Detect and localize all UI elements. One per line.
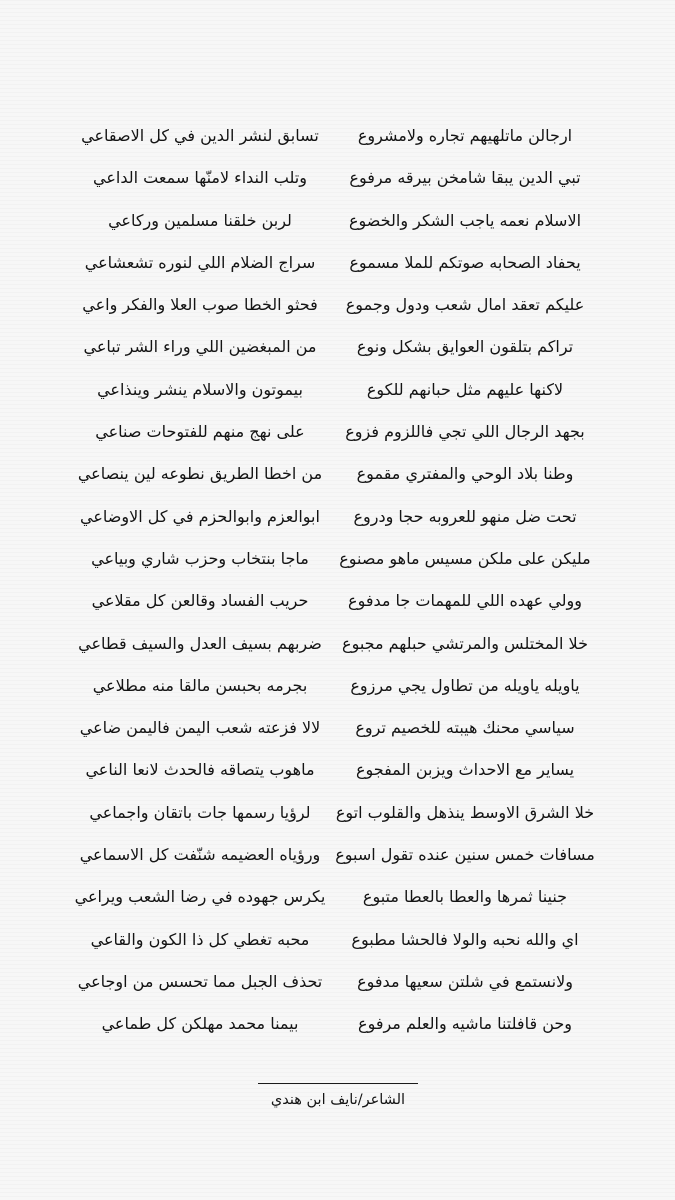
verse-first-hemistich: سياسي محنك هيبته للخصيم تروع — [355, 718, 575, 738]
verse-first-hemistich: عليكم تعقد امال شعب ودول وجموع — [345, 295, 585, 315]
verse-second-hemistich: ماهوب يتصاقه فالحدث لانعا الناعي — [85, 760, 315, 780]
verse-second-hemistich: تسابق لنشر الدين في كل الاصقاعي — [81, 126, 319, 145]
verse-second-hemistich: من اخطا الطريق نطوعه لين ينصاعي — [77, 464, 323, 484]
poem-verse — [0, 369, 675, 411]
verse-second-hemistich: وتلب النداء لامنّها سمعت الداعي — [93, 168, 307, 188]
verse-second-hemistich: على نهج منهم للفتوحات صناعي — [95, 422, 305, 442]
poem-verse — [0, 453, 675, 495]
verse-first-hemistich: يساير مع الاحداث ويزبن المفجوع — [355, 760, 575, 780]
poem-verse — [0, 538, 675, 580]
poem — [0, 115, 675, 1046]
verse-first-hemistich: لاكنها عليهم مثل حبانهم للكوع — [366, 379, 564, 399]
verse-first-hemistich: ولانستمع في شلتن سعيها مدفوع — [357, 971, 573, 991]
verse-second-hemistich: تحذف الجبل مما تحسس من اوجاعي — [77, 971, 323, 991]
verse-second-hemistich: حريب الفساد وقالعن كل مقلاعي — [91, 591, 309, 611]
verse-second-hemistich: لرؤيا رسمها جات باتقان واجماعي — [89, 802, 311, 822]
verse-first-hemistich: وطنا بلاد الوحي والمفتري مقموع — [356, 464, 574, 484]
verse-first-hemistich: مليكن على ملكن مسيس ماهو مصنوع — [339, 548, 591, 568]
poem-verse — [0, 157, 675, 199]
poem-verse — [0, 580, 675, 622]
poem-verse — [0, 411, 675, 453]
verse-first-hemistich: خلا المختلس والمرتشي حبلهم مجبوع — [342, 633, 588, 653]
poet-name: الشاعر/نايف ابن هندي — [270, 1092, 406, 1108]
poem-verse — [0, 326, 675, 368]
verse-first-hemistich: جنينا ثمرها والعطا بالعطا متبوع — [362, 887, 568, 907]
poem-verse — [0, 200, 675, 242]
poem-verse — [0, 834, 675, 876]
poem-verse — [0, 242, 675, 284]
verse-second-hemistich: سراج الضلام اللي لنوره تشعشاعي — [84, 252, 316, 272]
poem-verse — [0, 284, 675, 326]
verse-first-hemistich: ارجالن ماتلهيهم تجاره ولامشروع — [357, 126, 573, 145]
poem-verse — [0, 876, 675, 918]
verse-second-hemistich: لربن خلقنا مسلمين وركاعي — [108, 210, 292, 230]
verse-first-hemistich: وحن قافلتنا ماشيه والعلم مرفوع — [358, 1014, 572, 1034]
verse-first-hemistich: مسافات خمس سنين عنده تقول اسبوع — [335, 845, 595, 865]
poem-verse — [0, 623, 675, 665]
verse-first-hemistich: ياويله ياويله من تطاول يجي مرزوع — [350, 675, 580, 695]
verse-second-hemistich: يكرس جهوده في رضا الشعب ويراعي — [74, 887, 326, 907]
poem-verse — [0, 496, 675, 538]
verse-second-hemistich: ابوالعزم وابوالحزم في كل الاوضاعي — [80, 506, 320, 526]
poem-verse — [0, 749, 675, 791]
poem-verse — [0, 961, 675, 1003]
verse-second-hemistich: بجرمه بحبسن مالقا منه مطلاعي — [92, 675, 308, 695]
verse-second-hemistich: ورؤياه العضيمه شنّفت كل الاسماعي — [79, 845, 321, 865]
verse-first-hemistich: بجهد الرجال اللي تجي فاللزوم فزوع — [345, 422, 585, 442]
poem-verse — [0, 707, 675, 749]
verse-second-hemistich: ضربهم بسيف العدل والسيف قطاعي — [78, 633, 322, 653]
poet-signature — [258, 1083, 418, 1115]
verse-first-hemistich: تحت ضل منهو للعروبه حجا ودروع — [353, 506, 577, 526]
verse-second-hemistich: بيموتون والاسلام ينشر وينذاعي — [97, 379, 303, 399]
verse-first-hemistich: تبي الدين يبقا شامخن بيرقه مرفوع — [349, 168, 581, 188]
verse-first-hemistich: خلا الشرق الاوسط ينذهل والقلوب اتوع — [335, 802, 595, 822]
verse-first-hemistich: وولي عهده اللي للمهمات جا مدفوع — [348, 591, 582, 611]
poem-verse — [0, 115, 675, 157]
poem-verse — [0, 792, 675, 834]
verse-first-hemistich: يحفاد الصحابه صوتكم للملا مسموع — [349, 252, 581, 272]
verse-second-hemistich: بيمنا محمد مهلكن كل طماعي — [101, 1014, 299, 1034]
verse-second-hemistich: ماجا بنتخاب وحزب شاري وبياعي — [91, 548, 309, 568]
verse-second-hemistich: محبه تغطي كل ذا الكون والقاعي — [90, 929, 310, 949]
poem-verse — [0, 919, 675, 961]
verse-first-hemistich: اي والله نحبه والولا فالحشا مطبوع — [351, 929, 579, 949]
verse-first-hemistich: تراكم بتلقون العوايق بشكل ونوع — [356, 337, 574, 357]
verse-first-hemistich: الاسلام نعمه ياجب الشكر والخضوع — [348, 210, 582, 230]
verse-second-hemistich: فحثو الخطا صوب العلا والفكر واعي — [82, 295, 318, 315]
verse-second-hemistich: من المبغضين اللي وراء الشر تباعي — [83, 337, 317, 357]
poem-verse — [0, 1003, 675, 1045]
verse-second-hemistich: لالا فزعته شعب اليمن فاليمن ضاعي — [79, 718, 321, 738]
poem-verse — [0, 665, 675, 707]
